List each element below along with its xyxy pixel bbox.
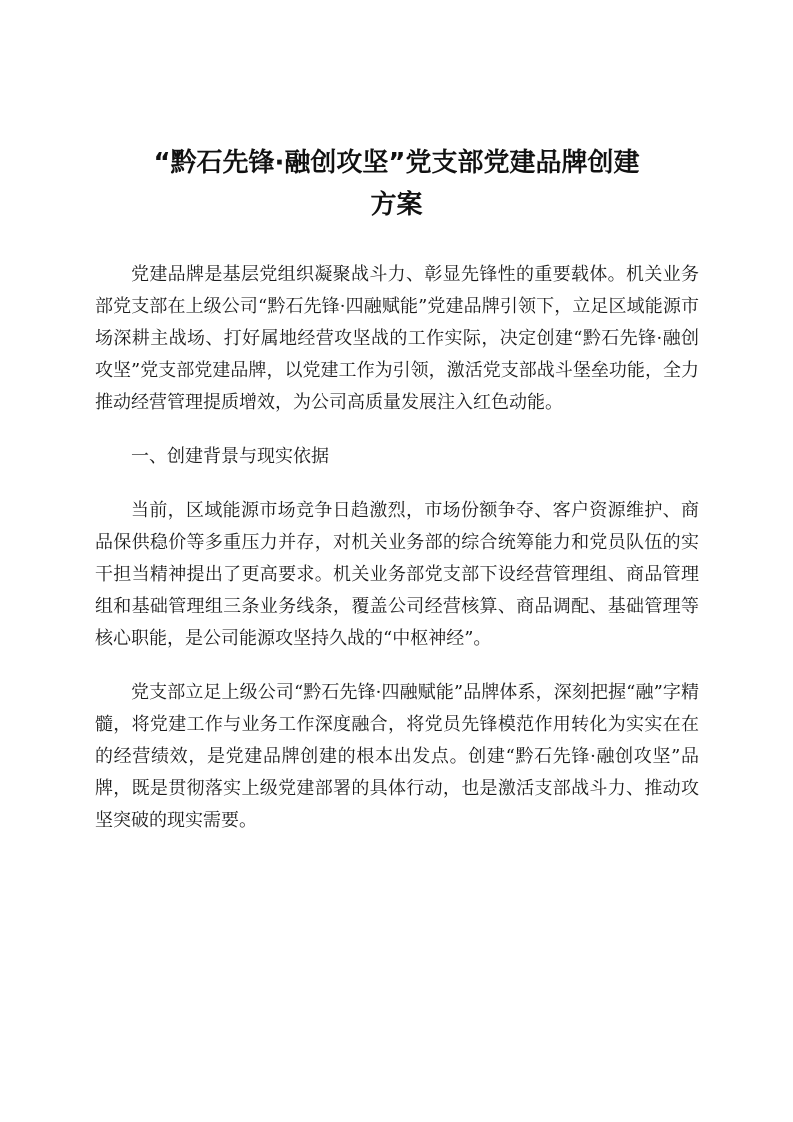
paragraph-background: 当前，区域能源市场竞争日趋激烈，市场份额争夺、客户资源维护、商品保供稳价等多重压力并存，对机关业务部的综合统筹能力和党员队伍的实干担当精神提出了更高要求。机关业务部党支部下设经营管理组、商品管理组和基础管理组三条业务线条，覆盖公司经营核算、商品调配、基础管理等核心职能，是公司能源攻坚持久战的“中枢神经”。 <box>95 500 699 649</box>
paragraph-intro: 党建品牌是基层党组织凝聚战斗力、彰显先锋性的重要载体。机关业务部党支部在上级公司“黔石先锋·四融赋能”党建品牌引领下，立足区域能源市场深耕主战场、打好属地经营攻坚战的工作实际，决定创建“黔石先锋·融创攻坚”党支部党建品牌，以党建工作为引领，激活党支部战斗堡垒功能，全力推动经营管理提质增效，为公司高质量发展注入红色动能。 <box>95 264 699 413</box>
section-heading-1: 一、创建背景与现实依据 <box>131 446 329 467</box>
document-body <box>95 259 699 859</box>
title-line-1: “黔石先锋·融创攻坚”党支部党建品牌创建 <box>153 148 640 178</box>
paragraph-basis: 党支部立足上级公司“黔石先锋·四融赋能”品牌体系，深刻把握“融”字精髓，将党建工作与业务工作深度融合，将党员先锋模范作用转化为实实在在的经营绩效，是党建品牌创建的根本出发点。创建“黔石先锋·融创攻坚”品牌，既是贯彻落实上级党建部署的具体行动，也是激活支部战斗力、推动攻坚突破的现实需要。 <box>95 682 699 831</box>
document-title <box>100 142 693 226</box>
title-line-2: 方案 <box>370 190 423 220</box>
